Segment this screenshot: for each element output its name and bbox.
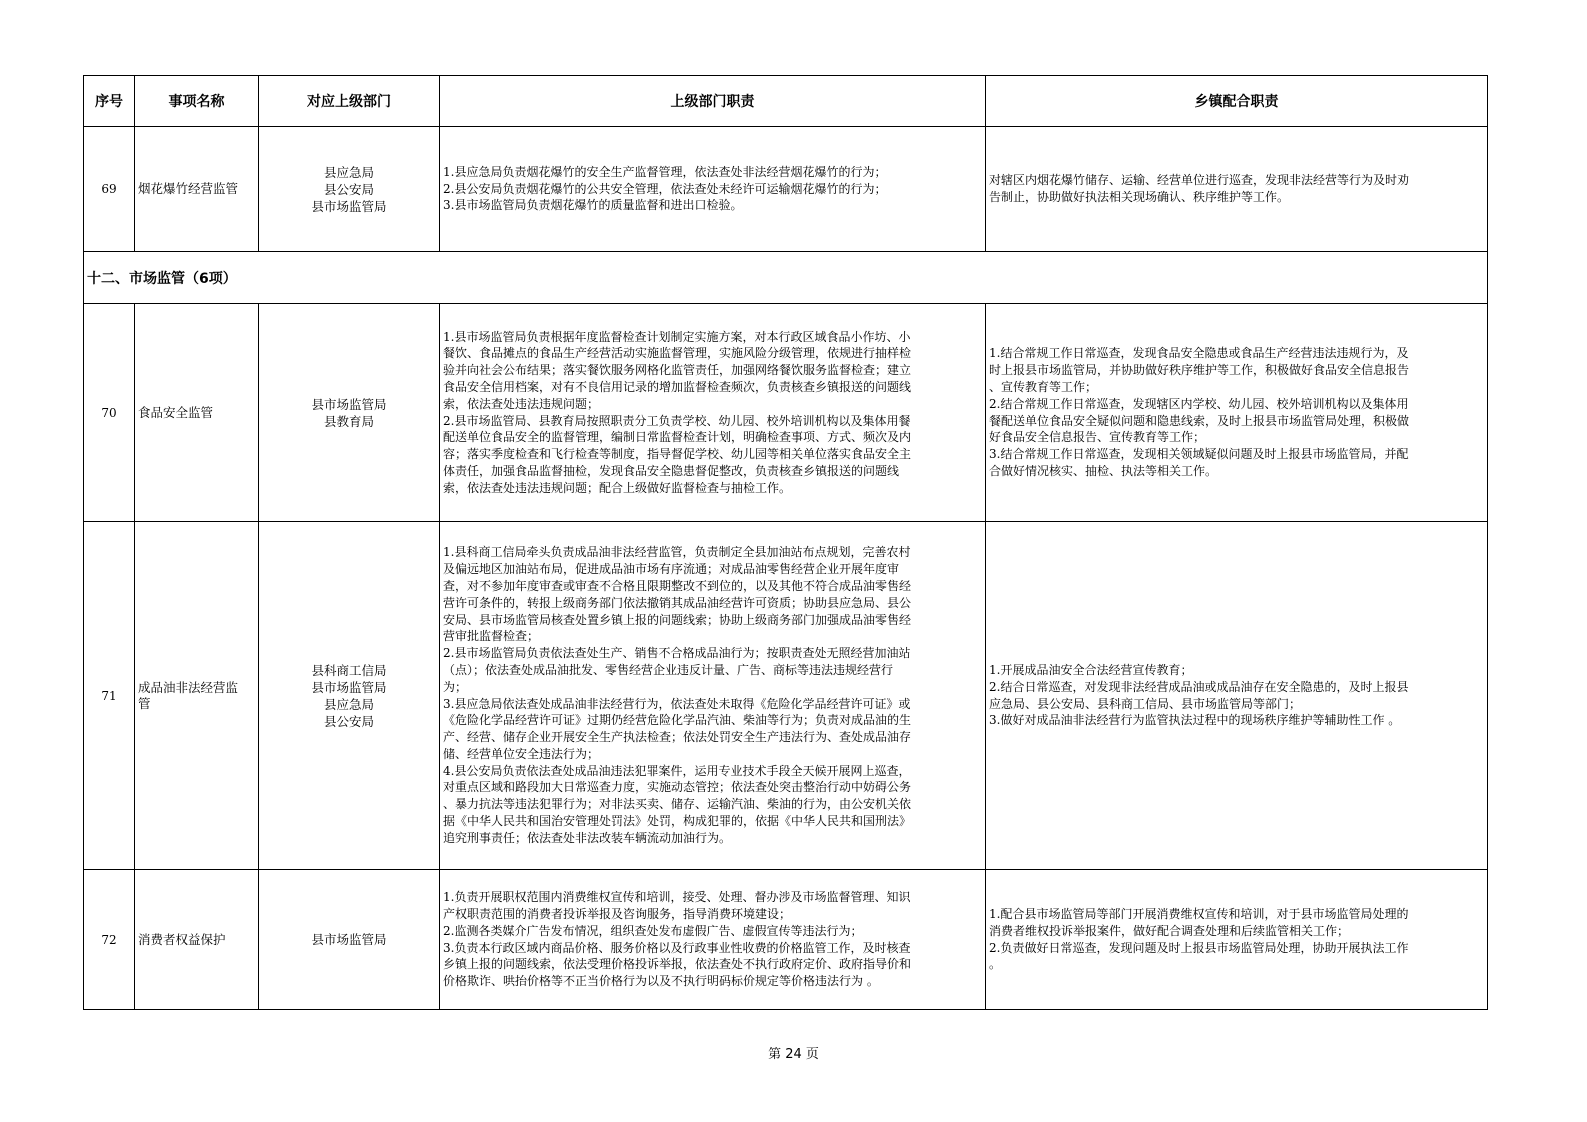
duty-line: 体责任，加强食品监督抽检，发现食品安全隐患督促整改，负责核查乡镇报送的问题线 [443, 463, 900, 478]
header-seq: 序号 [84, 76, 135, 127]
duty-line: 2.县市场监管局、县教育局按照职责分工负责学校、幼儿园、校外培训机构以及集体用餐 [443, 413, 911, 428]
header-town-duties: 乡镇配合职责 [986, 76, 1488, 127]
duty-line: 对重点区域和路段加大日常巡查力度，实施动态管控；依法查处突击整治行动中妨碍公务 [443, 780, 912, 795]
duty-line: 1.县市场监管局负责根据年度监督检查计划制定实施方案，对本行政区域食品小作坊、小 [443, 329, 911, 344]
duty-line: 1.结合常规工作日常巡查，发现食品安全隐患或食品生产经营违法违规行为，及 [989, 346, 1409, 361]
table-header-row [84, 76, 1488, 127]
duties-table [83, 75, 1488, 1010]
duty-line: 2.负责做好日常巡查，发现问题及时上报县市场监管局处理，协助开展执法工作 [989, 940, 1409, 955]
duty-line: 告制止，协助做好执法相关现场确认、秩序维护等工作。 [989, 190, 1290, 204]
town-duties-cell [986, 304, 1488, 522]
duty-line: 餐配送单位食品安全疑似问题和隐患线索，及时上报县市场监管局处理，积极做 [989, 413, 1410, 428]
duty-line: 验并向社会公布结果；落实餐饮服务网格化监管责任，加强网络餐饮服务监督检查；建立 [443, 363, 912, 378]
duty-line: 据《中华人民共和国治安管理处罚法》处罚，构成犯罪的，依据《中华人民共和国刑法》 [443, 814, 912, 829]
duty-line: 3.县应急局依法查处成品油非法经营行为，依法查处未取得《危险化学品经营许可证》或 [443, 696, 911, 711]
department-cell [259, 304, 440, 522]
upper-duties-cell [440, 870, 986, 1010]
section-row [84, 252, 1488, 304]
duty-line: 3.做好对成品油非法经营行为监管执法过程中的现场秩序维护等辅助性工作 。 [989, 713, 1401, 728]
duty-line: 乡镇上报的问题线索，依法受理价格投诉举报，依法查处不执行政府定价、政府指导价和 [443, 957, 912, 972]
upper-duties-cell [440, 522, 986, 870]
item-name: 食品安全监管 [135, 304, 259, 522]
duty-line: 产权职责范围的消费者投诉举报及咨询服务，指导消费环境建设； [443, 906, 792, 921]
duty-line: 合做好情况核实、抽检、执法等相关工作。 [989, 463, 1218, 478]
department: 县科商工信局 [311, 662, 387, 678]
duty-line: 追究刑事责任；依法查处非法改装车辆流动加油行为。 [443, 830, 732, 845]
duty-line: 价格欺诈、哄抬价格等不正当价格行为以及不执行明码标价规定等价格违法行为 。 [443, 974, 879, 989]
duty-line: 消费者维权投诉举报案件，做好配合调查处理和后续监管相关工作； [989, 923, 1350, 938]
department: 县市场监管局 [311, 679, 387, 695]
item-name: 烟花爆竹经营监管 [135, 127, 259, 252]
duty-line: 索，依法查处违法违规问题； [443, 396, 600, 411]
duty-line: 《危险化学品经营许可证》过期仍经营危险化学品汽油、柴油等行为；负责对成品油的生 [443, 713, 912, 728]
duty-line: 配送单位食品安全的监督管理，编制日常监督检查计划，明确检查事项、方式、频次及内 [443, 430, 912, 445]
department: 县教育局 [323, 413, 374, 429]
duty-line: 储、经营单位安全违法行为； [443, 746, 600, 761]
item-name: 消费者权益保护 [135, 870, 259, 1010]
item-name-line: 管 [138, 695, 151, 711]
duty-line: 2.监测各类媒介广告发布情况，组织查处发布虚假广告、虚假宣传等违法行为； [443, 923, 863, 938]
duty-line: 1.县科商工信局牵头负责成品油非法经营监管，负责制定全县加油站布点规划，完善农村 [443, 545, 911, 560]
duty-line: 应急局、县公安局、县科商工信局、县市场监管局等部门； [989, 696, 1302, 711]
page-number: 第 24 页 [768, 1047, 819, 1062]
duty-line: （点）；依法查处成品油批发、零售经营企业违反计量、广告、商标等违法违规经营行 [443, 662, 894, 677]
duty-line: 营审批监督检查； [443, 629, 540, 644]
header-item-name: 事项名称 [135, 76, 259, 127]
duty-line: 。 [989, 957, 1002, 972]
duty-line: 索，依法查处违法违规问题；配合上级做好监督检查与抽检工作。 [443, 480, 792, 495]
table-row [84, 304, 1488, 522]
duty-line: 4.县公安局负责依法查处成品油违法犯罪案件，运用专业技术手段全天候开展网上巡查， [443, 763, 911, 778]
duty-line: 2.结合日常巡查，对发现非法经营成品油或成品油存在安全隐患的，及时上报县 [989, 679, 1409, 694]
upper-duties-cell [440, 127, 986, 252]
department-cell [259, 127, 440, 252]
department: 县应急局 [323, 164, 374, 180]
duty-line: 产、经营、储存企业开展安全生产执法检查；依法处罚安全生产违法行为、查处成品油存 [443, 730, 912, 745]
item-name [135, 522, 259, 870]
department: 县市场监管局 [311, 932, 387, 947]
duty-line: 1.配合县市场监管局等部门开展消费维权宣传和培训，对于县市场监管局处理的 [989, 906, 1409, 921]
row-number: 72 [84, 870, 135, 1010]
duty-line: 3.负责本行政区域内商品价格、服务价格以及行政事业性收费的价格监管工作，及时核查 [443, 940, 911, 955]
duty-line: 1.开展成品油安全合法经营宣传教育； [989, 662, 1193, 677]
duty-line: 、宣传教育等工作； [989, 379, 1098, 394]
duty-line: 2.县市场监管局负责依法查处生产、销售不合格成品油行为；按职责查处无照经营加油站 [443, 646, 911, 661]
duty-line: 对辖区内烟花爆竹储存、运输、经营单位进行巡查，发现非法经营等行为及时劝 [989, 173, 1410, 188]
header-upper-department: 对应上级部门 [259, 76, 440, 127]
duty-line: 容；落实季度检查和飞行检查等制度，指导督促学校、幼儿园等相关单位落实食品安全主 [443, 447, 912, 462]
duty-line: 好食品安全信息报告、宣传教育等工作； [989, 430, 1206, 445]
duty-line: 营许可条件的，转报上级商务部门依法撤销其成品油经营许可资质；协助县应急局、县公 [443, 595, 912, 610]
duty-line: 3.县市场监管局负责烟花爆竹的质量监督和进出口检验。 [443, 198, 743, 213]
duty-line: 、暴力抗法等违法犯罪行为；对非法买卖、储存、运输汽油、柴油的行为，由公安机关依 [443, 797, 912, 812]
duty-line: 及偏远地区加油站布局，促进成品油市场有序流通；对成品油零售经营企业开展年度审 [443, 562, 900, 577]
section-title: 十二、市场监管（6项） [84, 252, 1488, 304]
town-duties-cell [986, 522, 1488, 870]
department-cell [259, 522, 440, 870]
department: 县公安局 [323, 181, 374, 197]
duty-line: 1.负责开展职权范围内消费维权宣传和培训，接受、处理、督办涉及市场监督管理、知识 [443, 890, 911, 905]
table-row [84, 127, 1488, 252]
upper-duties-cell [440, 304, 986, 522]
town-duties-cell [986, 870, 1488, 1010]
row-number: 69 [84, 127, 135, 252]
town-duties-cell [986, 127, 1488, 252]
duty-line: 餐饮、食品摊点的食品生产经营活动实施监督管理，实施风险分级管理，依规进行抽样检 [443, 346, 912, 361]
duty-line: 安局、县市场监管局核查处置乡镇上报的问题线索；协助上级商务部门加强成品油零售经 [443, 612, 912, 627]
department-cell [259, 870, 440, 1010]
table-row [84, 522, 1488, 870]
duty-line: 3.结合常规工作日常巡查，发现相关领域疑似问题及时上报县市场监管局，并配 [989, 447, 1409, 462]
duty-line: 1.县应急局负责烟花爆竹的安全生产监督管理，依法查处非法经营烟花爆竹的行为； [443, 164, 887, 179]
department: 县应急局 [323, 696, 374, 712]
duty-line: 食品安全信用档案，对有不良信用记录的增加监督检查频次，负责核查乡镇报送的问题线 [443, 379, 912, 394]
duty-line: 查，对不参加年度审查或审查不合格且限期整改不到位的，以及其他不符合成品油零售经 [443, 578, 912, 593]
duty-line: 时上报县市场监管局，并协助做好秩序维护等工作，积极做好食品安全信息报告 [989, 363, 1410, 378]
row-number: 70 [84, 304, 135, 522]
header-upper-duties: 上级部门职责 [440, 76, 986, 127]
item-name-line: 成品油非法经营监 [138, 679, 239, 695]
row-number: 71 [84, 522, 135, 870]
department: 县市场监管局 [311, 198, 387, 214]
department: 县公安局 [323, 713, 374, 729]
duty-line: 为； [443, 679, 468, 694]
table-row [84, 870, 1488, 1010]
duty-line: 2.县公安局负责烟花爆竹的公共安全管理，依法查处未经许可运输烟花爆竹的行为； [443, 181, 887, 196]
duty-line: 2.结合常规工作日常巡查，发现辖区内学校、幼儿园、校外培训机构以及集体用 [989, 396, 1409, 411]
department: 县市场监管局 [311, 396, 387, 412]
